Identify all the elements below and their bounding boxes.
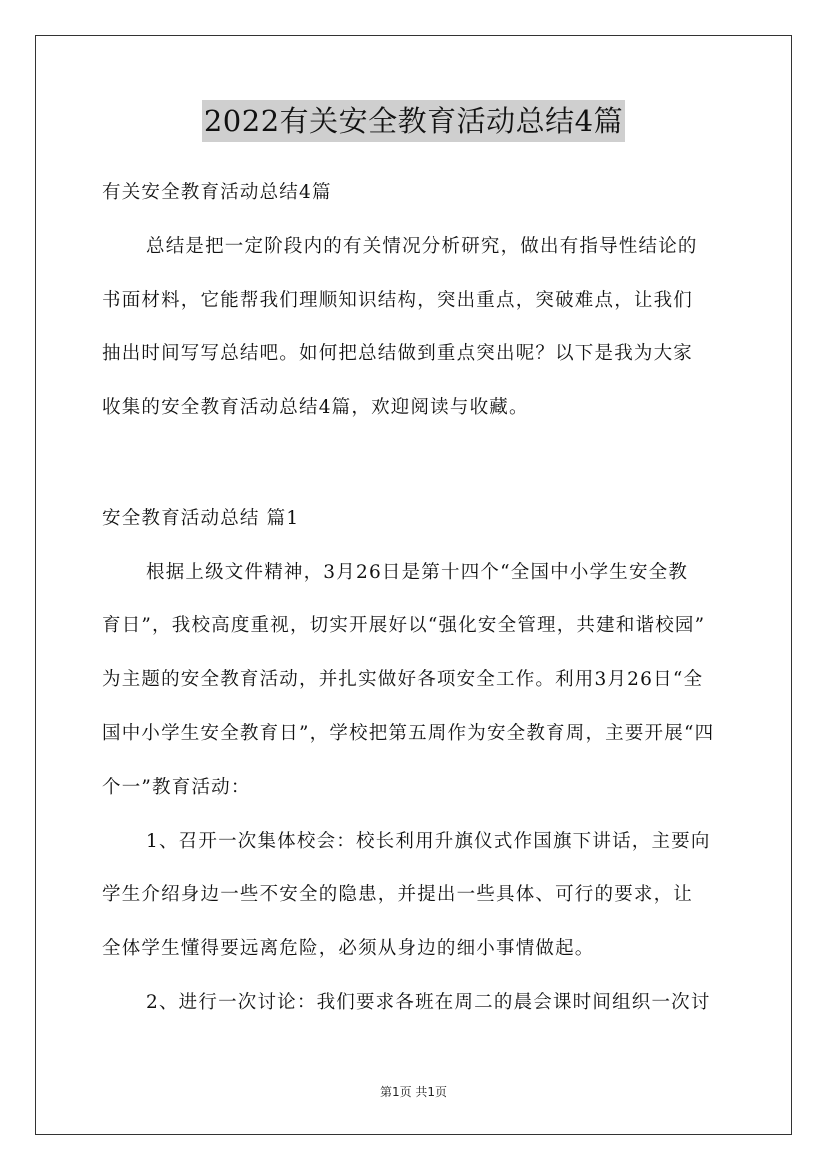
section1-para1-line-1: 根据上级文件精神，3月26日是第十四个“全国中小学生安全教 bbox=[146, 562, 689, 583]
intro-line-4: 收集的安全教育活动总结4篇，欢迎阅读与收藏。 bbox=[102, 397, 529, 418]
document-subtitle: 有关安全教育活动总结4篇 bbox=[102, 182, 332, 203]
section1-item1-line-1: 1、召开一次集体校会：校长利用升旗仪式作国旗下讲话，主要向 bbox=[146, 831, 711, 852]
section1-item1-line-2: 学生介绍身边一些不安全的隐患，并提出一些具体、可行的要求，让 bbox=[102, 884, 694, 905]
section1-item1-line-3: 全体学生懂得要远离危险，必须从身边的细小事情做起。 bbox=[102, 938, 595, 959]
document-title: 2022有关安全教育活动总结4篇 bbox=[202, 100, 625, 142]
intro-line-1: 总结是把一定阶段内的有关情况分析研究，做出有指导性结论的 bbox=[146, 236, 698, 257]
intro-line-3: 抽出时间写写总结吧。如何把总结做到重点突出呢？以下是我为大家 bbox=[102, 343, 694, 364]
intro-line-2: 书面材料，它能帮我们理顺知识结构，突出重点，突破难点，让我们 bbox=[102, 290, 694, 311]
section1-para1-line-3: 为主题的安全教育活动，并扎实做好各项安全工作。利用3月26日“全 bbox=[102, 669, 704, 690]
title-container bbox=[0, 100, 827, 142]
section1-heading: 安全教育活动总结 篇1 bbox=[102, 508, 300, 529]
page-footer: 第1页 共1页 bbox=[379, 1085, 448, 1099]
section1-para1-line-4: 国中小学生安全教育日”，学校把第五周作为安全教育周，主要开展“四 bbox=[102, 723, 715, 744]
section1-para1-line-5: 个一”教育活动： bbox=[102, 777, 251, 798]
section1-para1-line-2: 育日”，我校高度重视，切实开展好以“强化安全管理，共建和谐校园” bbox=[102, 615, 706, 636]
section1-item2-line-1: 2、进行一次讨论：我们要求各班在周二的晨会课时间组织一次讨 bbox=[146, 992, 711, 1013]
